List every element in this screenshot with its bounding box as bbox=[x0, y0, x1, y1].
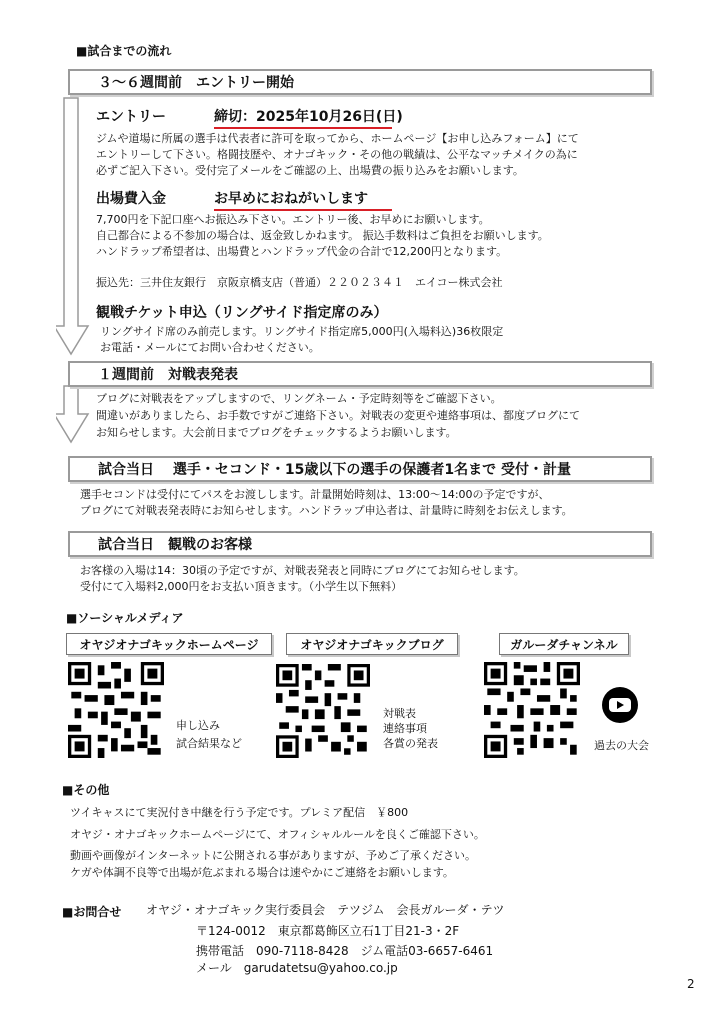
ticket-line-2: お電話・メールにてお問い合わせください。 bbox=[100, 341, 320, 354]
day-line-1: 選手セコンドは受付にてパスをお渡しします。計量開始時刻は、13:00～14:00の予定ですが、 bbox=[80, 488, 550, 501]
fee-note: お早めにおねがいします bbox=[214, 188, 392, 211]
step-box-one-week: １週間前 対戦表発表 bbox=[68, 361, 652, 387]
step-box-match-day-guests: 試合当日 観戦のお客様 bbox=[68, 531, 652, 557]
contact-address: 〒124-0012 東京都葛飾区立石1丁目21-3・2F bbox=[196, 924, 460, 938]
down-arrow-icon bbox=[56, 96, 96, 456]
fee-line-2: 自己都合による不参加の場合は、返金致しかねます。 振込手数料はご負担をお願いします。 bbox=[96, 229, 549, 242]
channel-link[interactable]: ガルーダチャンネル bbox=[499, 633, 629, 655]
other-line-3: 動画や画像がインターネットに公開される事がありますが、予めご了承ください。 bbox=[70, 849, 477, 862]
other-line-2: オヤジ・オナゴキックホームページにて、オフィシャルルールを良くご確認下さい。 bbox=[70, 828, 485, 841]
youtube-play-icon[interactable] bbox=[601, 686, 639, 724]
blog-caption-2: 連絡事項 bbox=[383, 722, 427, 735]
other-line-4: ケガや体調不良等で出場が危ぶまれる場合は速やかにご連絡をお願いします。 bbox=[70, 866, 454, 879]
guest-line-2: 受付にて入場料2,000円をお支払い頂きます。（小学生以下無料） bbox=[80, 580, 403, 593]
down-arrow-icon-1 bbox=[56, 98, 88, 354]
entry-line-2: エントリーして下さい。格闘技歴や、オナゴキック・その他の戦績は、公平なマッチメイクの為に bbox=[96, 148, 578, 161]
fee-line-3: ハンドラップ希望者は、出場費とハンドラップ代金の合計で12,200円となります。 bbox=[96, 245, 508, 258]
step-box-match-day-fighters: 試合当日 選手・セコンド・15歳以下の選手の保護者1名まで 受付・計量 bbox=[68, 456, 652, 482]
contact-email[interactable]: メール garudatetsu@yahoo.co.jp bbox=[196, 961, 398, 975]
qr-code-icon[interactable] bbox=[276, 664, 370, 758]
page-number: 2 bbox=[687, 977, 695, 991]
qr-code-icon[interactable] bbox=[484, 662, 580, 758]
channel-caption: 過去の大会 bbox=[594, 739, 649, 752]
guest-line-1: お客様の入場は14：30頃の予定ですが、対戦表発表と同時にブログにてお知らせします。 bbox=[80, 564, 525, 577]
ticket-line-1: リングサイド席のみ前売します。リングサイド指定席5,000円(入場料込)36枚限定 bbox=[100, 325, 504, 338]
step-box-entry-start: ３～６週間前 エントリー開始 bbox=[68, 69, 652, 95]
entry-line-1: ジムや道場に所属の選手は代表者に許可を取ってから、ホームページ【お申し込みフォーム】にて bbox=[96, 132, 579, 145]
entry-heading: エントリー bbox=[96, 109, 166, 125]
fee-line-1: 7,700円を下記口座へお振込み下さい。エントリー後、お早めにお願いします。 bbox=[96, 213, 490, 226]
day-line-2: ブログにて対戦表発表時にお知らせします。ハンドラップ申込者は、計量時に時刻をお伝えします。 bbox=[80, 504, 573, 517]
blog-caption-1: 対戦表 bbox=[383, 707, 416, 720]
ticket-heading: 観戦チケット申込（リングサイド指定席のみ） bbox=[96, 305, 388, 321]
bank-info: 振込先：三井住友銀行 京阪京橋支店（普通）２２０２３４１ エイコー株式会社 bbox=[96, 276, 503, 289]
other-section-title: ■その他 bbox=[62, 783, 110, 797]
contact-org: オヤジ・オナゴキック実行委員会 テツジム 会長ガルーダ・テツ bbox=[146, 903, 505, 917]
homepage-caption-2: 試合結果など bbox=[176, 737, 242, 750]
qr-code-icon[interactable] bbox=[68, 662, 164, 758]
entry-deadline: 締切：2025年10月26日(日) bbox=[214, 106, 392, 129]
contact-section-title: ■お問合せ bbox=[62, 905, 122, 919]
blog-caption-3: 各賞の発表 bbox=[383, 737, 438, 750]
down-arrow-icon-2 bbox=[56, 386, 88, 442]
flow-section-title: ■試合までの流れ bbox=[76, 44, 172, 58]
week-line-2: 間違いがありましたら、お手数ですがご連絡下さい。対戦表の変更や連絡事項は、都度ブログにて bbox=[96, 409, 580, 422]
homepage-link[interactable]: オヤジオナゴキックホームページ bbox=[66, 633, 272, 655]
contact-phone: 携帯電話 090-7118-8428 ジム電話03-6657-6461 bbox=[196, 944, 494, 958]
week-line-3: お知らせします。大会前日までブログをチェックするようお願いします。 bbox=[96, 426, 457, 439]
fee-heading: 出場費入金 bbox=[96, 191, 166, 207]
week-line-1: ブログに対戦表をアップしますので、リングネーム・予定時刻等をご確認下さい。 bbox=[96, 392, 502, 405]
other-line-1: ツイキャスにて実況付き中継を行う予定です。プレミア配信 ￥800 bbox=[70, 806, 409, 819]
homepage-caption-1: 申し込み bbox=[176, 719, 220, 732]
entry-line-3: 必ずご記入下さい。受付完了メールをご確認の上、出場費の振り込みをお願いします。 bbox=[96, 164, 524, 177]
social-section-title: ■ソーシャルメディア bbox=[66, 611, 184, 625]
blog-link[interactable]: オヤジオナゴキックブログ bbox=[286, 633, 458, 655]
